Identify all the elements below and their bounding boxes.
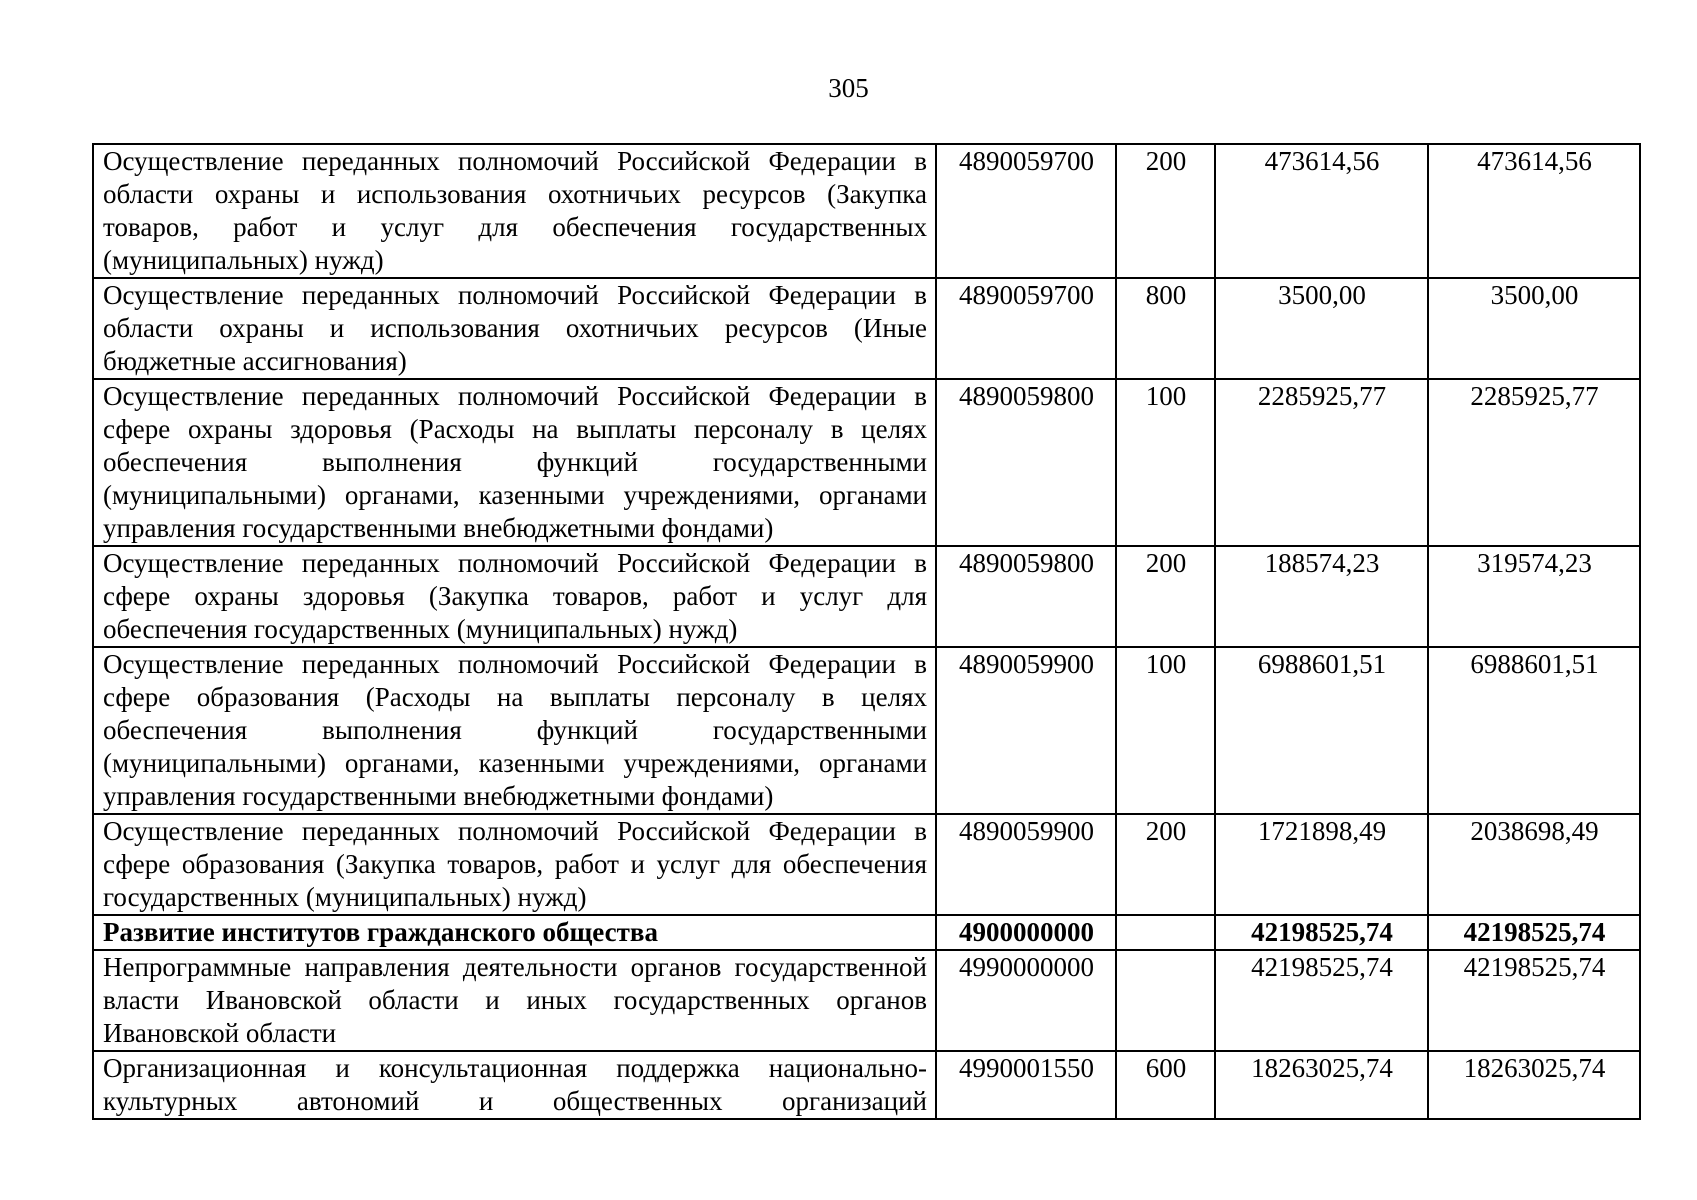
row-description: Осуществление переданных полномочий Российской Федерации в области охраны и использования охотничьих ресурсов (Иные бюджетные ассигнования) [93, 278, 936, 379]
target-code: 4890059700 [936, 278, 1116, 379]
target-code: 4890059900 [936, 647, 1116, 814]
amount-year-2: 3500,00 [1428, 278, 1640, 379]
table-row-section [93, 915, 1640, 950]
row-description: Осуществление переданных полномочий Российской Федерации в сфере образования (Закупка товаров, работ и услуг для обеспечения государственных (муниципальных) нужд) [93, 814, 936, 915]
row-description: Непрограммные направления деятельности органов государственной власти Ивановской области и иных государственных органов Ивановской области [93, 950, 936, 1051]
row-description: Осуществление переданных полномочий Российской Федерации в сфере образования (Расходы на выплаты персоналу в целях обеспечения выполнения функций государственными (муниципальными) органами, казенными учреждениями, органами управления государственными внебюджетными фондами) [93, 647, 936, 814]
expense-type [1116, 950, 1215, 1051]
table-row [93, 647, 1640, 814]
budget-table [92, 143, 1641, 1120]
expense-type: 200 [1116, 814, 1215, 915]
expense-type: 800 [1116, 278, 1215, 379]
target-code: 4900000000 [936, 915, 1116, 950]
target-code: 4990000000 [936, 950, 1116, 1051]
table-row [93, 278, 1640, 379]
row-description: Осуществление переданных полномочий Российской Федерации в сфере охраны здоровья (Расходы на выплаты персоналу в целях обеспечения выполнения функций государственными (муниципальными) органами, казенными учреждениями, органами управления государственными внебюджетными фондами) [93, 379, 936, 546]
amount-year-1: 3500,00 [1215, 278, 1428, 379]
amount-year-1: 473614,56 [1215, 144, 1428, 278]
amount-year-1: 6988601,51 [1215, 647, 1428, 814]
expense-type: 100 [1116, 379, 1215, 546]
table-row [93, 379, 1640, 546]
table-row [93, 814, 1640, 915]
amount-year-2: 42198525,74 [1428, 950, 1640, 1051]
target-code: 4890059800 [936, 546, 1116, 647]
amount-year-2: 2285925,77 [1428, 379, 1640, 546]
row-description: Осуществление переданных полномочий Российской Федерации в сфере охраны здоровья (Закупка товаров, работ и услуг для обеспечения государственных (муниципальных) нужд) [93, 546, 936, 647]
target-code: 4890059900 [936, 814, 1116, 915]
expense-type: 600 [1116, 1051, 1215, 1119]
amount-year-2: 18263025,74 [1428, 1051, 1640, 1119]
amount-year-2: 6988601,51 [1428, 647, 1640, 814]
amount-year-1: 188574,23 [1215, 546, 1428, 647]
table-row [93, 1051, 1640, 1119]
expense-type [1116, 915, 1215, 950]
row-description: Осуществление переданных полномочий Российской Федерации в области охраны и использования охотничьих ресурсов (Закупка товаров, работ и услуг для обеспечения государственных (муниципальных) нужд) [93, 144, 936, 278]
table-row [93, 546, 1640, 647]
amount-year-2: 319574,23 [1428, 546, 1640, 647]
target-code: 4890059700 [936, 144, 1116, 278]
amount-year-2: 42198525,74 [1428, 915, 1640, 950]
amount-year-1: 2285925,77 [1215, 379, 1428, 546]
amount-year-2: 2038698,49 [1428, 814, 1640, 915]
table-row [93, 950, 1640, 1051]
amount-year-2: 473614,56 [1428, 144, 1640, 278]
target-code: 4990001550 [936, 1051, 1116, 1119]
expense-type: 200 [1116, 144, 1215, 278]
amount-year-1: 1721898,49 [1215, 814, 1428, 915]
expense-type: 200 [1116, 546, 1215, 647]
page-number: 305 [828, 73, 869, 103]
target-code: 4890059800 [936, 379, 1116, 546]
row-description: Организационная и консультационная поддержка национально-культурных автономий и общественных организаций [93, 1051, 936, 1119]
table-row [93, 144, 1640, 278]
expense-type: 100 [1116, 647, 1215, 814]
amount-year-1: 18263025,74 [1215, 1051, 1428, 1119]
amount-year-1: 42198525,74 [1215, 950, 1428, 1051]
row-description: Развитие институтов гражданского общества [93, 915, 936, 950]
amount-year-1: 42198525,74 [1215, 915, 1428, 950]
